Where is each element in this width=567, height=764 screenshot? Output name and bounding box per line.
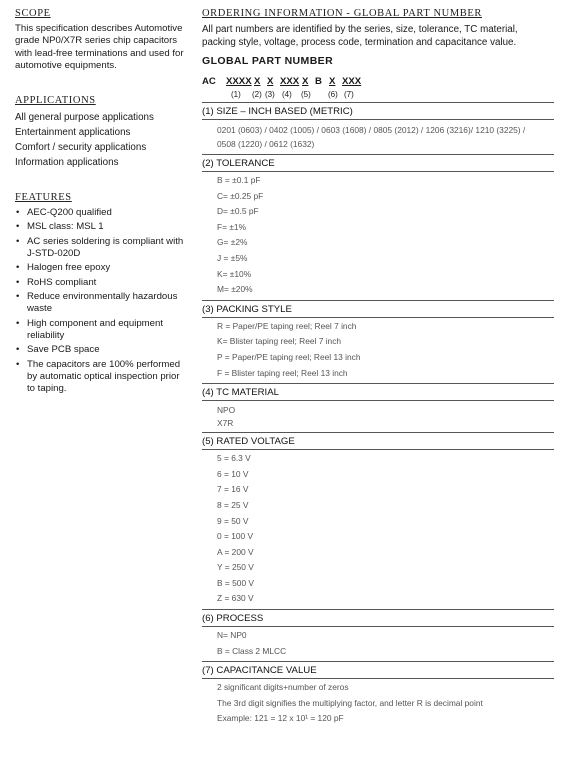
section-title-tolerance: (2) TOLERANCE bbox=[202, 154, 554, 172]
part-segment: XXXX bbox=[226, 76, 252, 87]
features-heading: FEATURES bbox=[15, 191, 72, 203]
size-row: 0508 (1220) / 0612 (1632) bbox=[217, 139, 315, 149]
part-number-index: (5) bbox=[301, 90, 311, 99]
section-title-capacitance-value: (7) CAPACITANCE VALUE bbox=[202, 661, 554, 679]
ordering-heading: ORDERING INFORMATION - GLOBAL PART NUMBER bbox=[202, 8, 482, 19]
part-number-code bbox=[202, 76, 554, 102]
part-segment: XXX bbox=[342, 76, 362, 87]
section-body-tolerance bbox=[202, 172, 554, 300]
tc-material-row: X7R bbox=[217, 418, 234, 429]
feature-item: • RoHS compliant bbox=[16, 276, 97, 288]
section-title-size: (1) SIZE – INCH BASED (METRIC) bbox=[202, 102, 554, 120]
section-title-tc-material: (4) TC MATERIAL bbox=[202, 383, 554, 401]
scope-text: This specification describes Automotive grade NP0/X7R series chip capacitors with lead-free terminations and used for automotive equipments. bbox=[15, 23, 184, 72]
voltage-row: B = 500 V bbox=[217, 577, 255, 588]
packing-row: P = Paper/PE taping reel; Reel 13 inch bbox=[217, 351, 361, 362]
tolerance-row: B = ±0.1 pF bbox=[217, 175, 261, 185]
tolerance-row: D= ±0.5 pF bbox=[217, 206, 259, 217]
capacitance-row: 2 significant digits+number of zeros bbox=[217, 682, 349, 693]
section-title-packing-style: (3) PACKING STYLE bbox=[202, 300, 554, 318]
tolerance-row: M= ±20% bbox=[217, 284, 253, 295]
voltage-row: 7 = 16 V bbox=[217, 484, 249, 495]
features-list bbox=[15, 207, 190, 395]
bullet-icon: • bbox=[16, 291, 20, 303]
voltage-row: 6 = 10 V bbox=[217, 468, 249, 479]
voltage-row: 5 = 6.3 V bbox=[217, 453, 251, 464]
section-body-rated-voltage bbox=[202, 450, 554, 609]
tc-material-row: NPO bbox=[217, 405, 236, 416]
applications-list bbox=[15, 110, 190, 170]
right-column bbox=[202, 8, 554, 729]
voltage-row: 9 = 50 V bbox=[217, 515, 249, 526]
tolerance-row: G= ±2% bbox=[217, 237, 248, 248]
tolerance-row: C= ±0.25 pF bbox=[217, 190, 264, 201]
part-number-index: (7) bbox=[344, 90, 354, 99]
bullet-icon: • bbox=[16, 262, 20, 274]
size-row: 0201 (0603) / 0402 (1005) / 0603 (1608) / 0805 (2012) / 1206 (3216)/ 1210 (3225) / bbox=[217, 125, 526, 135]
ordering-intro: All part numbers are identified by the series, size, tolerance, TC material, packing style, voltage, process code, termination and capacitance value. bbox=[202, 24, 518, 48]
bullet-icon: • bbox=[16, 358, 20, 370]
packing-row: R = Paper/PE taping reel; Reel 7 inch bbox=[217, 320, 357, 331]
process-row: N= NP0 bbox=[217, 630, 247, 641]
feature-item: • AC series soldering is compliant with J-STD-020D bbox=[16, 235, 184, 259]
section-body-size bbox=[202, 120, 554, 154]
part-number-index: (6) bbox=[328, 90, 338, 99]
application-item: Information applications bbox=[15, 156, 119, 168]
tolerance-row: K= ±10% bbox=[217, 268, 252, 279]
part-segment: AC bbox=[202, 76, 216, 87]
left-column bbox=[15, 8, 190, 397]
bullet-icon: • bbox=[16, 206, 20, 218]
bullet-icon: • bbox=[16, 235, 20, 247]
packing-row: F = Blister taping reel; Reel 13 inch bbox=[217, 367, 348, 378]
application-item: Comfort / security applications bbox=[15, 141, 147, 153]
feature-item: • MSL class: MSL 1 bbox=[16, 221, 104, 233]
part-segment: B bbox=[315, 76, 322, 87]
part-number-index: (2) bbox=[252, 90, 262, 99]
part-number-index: (3) bbox=[265, 90, 275, 99]
feature-item: • The capacitors are 100% performed by automatic optical inspection prior to taping. bbox=[16, 358, 181, 394]
voltage-row: Z = 630 V bbox=[217, 593, 254, 604]
tolerance-row: F= ±1% bbox=[217, 221, 247, 232]
bullet-icon: • bbox=[16, 221, 20, 233]
section-body-packing-style bbox=[202, 318, 554, 383]
capacitance-row: The 3rd digit signifies the multiplying factor, and letter R is decimal point bbox=[217, 697, 483, 708]
feature-item: • Halogen free epoxy bbox=[16, 262, 111, 274]
voltage-row: 0 = 100 V bbox=[217, 531, 254, 542]
feature-item: • Save PCB space bbox=[16, 344, 100, 356]
part-number-index: (1) bbox=[231, 90, 241, 99]
scope-heading: SCOPE bbox=[15, 8, 51, 19]
tolerance-row: J = ±5% bbox=[217, 252, 248, 263]
process-row: B = Class 2 MLCC bbox=[217, 645, 287, 656]
applications-heading: APPLICATIONS bbox=[15, 94, 96, 106]
section-title-process: (6) PROCESS bbox=[202, 609, 554, 627]
voltage-row: A = 200 V bbox=[217, 546, 254, 557]
part-number-index: (4) bbox=[282, 90, 292, 99]
bullet-icon: • bbox=[16, 344, 20, 356]
section-title-rated-voltage: (5) RATED VOLTAGE bbox=[202, 432, 554, 450]
section-body-process bbox=[202, 627, 554, 661]
part-segment: X bbox=[254, 76, 261, 87]
packing-row: K= Blister taping reel; Reel 7 inch bbox=[217, 336, 342, 347]
application-item: All general purpose applications bbox=[15, 111, 154, 123]
bullet-icon: • bbox=[16, 317, 20, 329]
global-part-number-title: GLOBAL PART NUMBER bbox=[202, 55, 334, 67]
voltage-row: Y = 250 V bbox=[217, 562, 254, 573]
application-item: Entertainment applications bbox=[15, 126, 131, 138]
part-segment: X bbox=[329, 76, 336, 87]
part-segment: X bbox=[302, 76, 309, 87]
part-segment: X bbox=[267, 76, 274, 87]
feature-item: • AEC-Q200 qualified bbox=[16, 206, 112, 218]
feature-item: • High component and equipment reliability bbox=[16, 317, 164, 341]
part-segment: XXX bbox=[280, 76, 300, 87]
feature-item: • Reduce environmentally hazardous waste bbox=[16, 291, 178, 315]
section-body-capacitance-value bbox=[202, 679, 554, 729]
capacitance-row: Example: 121 = 12 x 10¹ = 120 pF bbox=[217, 713, 344, 724]
section-body-tc-material bbox=[202, 401, 554, 432]
bullet-icon: • bbox=[16, 276, 20, 288]
voltage-row: 8 = 25 V bbox=[217, 499, 249, 510]
